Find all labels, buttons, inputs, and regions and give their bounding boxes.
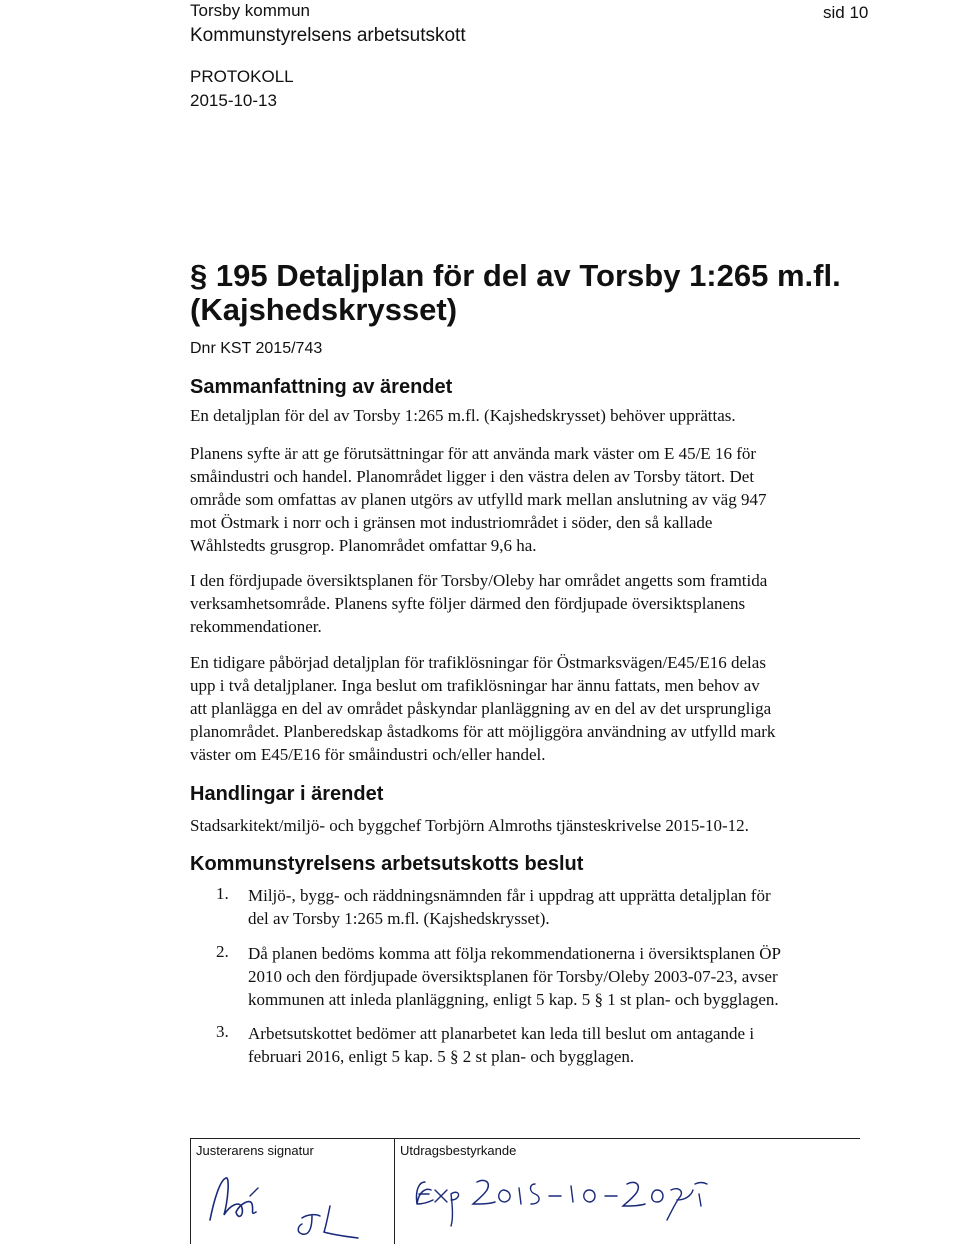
paragraph-line: I den fördjupade översiktsplanen för Torsby/Oleby har området angetts som framtida: [190, 571, 768, 590]
extract-certification-label: Utdragsbestyrkande: [400, 1143, 517, 1158]
adjuster-signature-label: Justerarens signatur: [196, 1143, 314, 1158]
decision-line: Då planen bedöms komma att följa rekommendationerna i översiktsplanen ÖP: [248, 944, 782, 963]
footer-top-rule: [190, 1138, 860, 1139]
decision-item: [248, 1022, 754, 1068]
decision-number: 1.: [216, 884, 229, 903]
decision-item: [248, 942, 781, 1011]
document-type: PROTOKOLL: [190, 67, 294, 86]
summary-heading: Sammanfattning av ärendet: [190, 376, 453, 398]
decision-line: del av Torsby 1:265 m.fl. (Kajshedskrysset).: [248, 909, 550, 928]
committee-name: Kommunstyrelsens arbetsutskott: [190, 25, 466, 46]
paragraph-line: Wåhlstedts grusgrop. Planområdet omfattar 9,6 ha.: [190, 536, 537, 555]
summary-paragraph-2: [190, 442, 850, 557]
section-title-line1: 195 Detaljplan för del av Torsby 1:265 m.fl.: [215, 258, 841, 293]
paragraph-line: rekommendationer.: [190, 617, 322, 636]
decision-number: 2.: [216, 942, 229, 961]
document-date: 2015-10-13: [190, 91, 277, 110]
adjuster-signatures-drawing: [190, 1160, 394, 1250]
summary-paragraph-4: [190, 651, 850, 766]
decision-line: 2010 och den fördjupade översiktsplanen för Torsby/Oleby 2003-07-23, avser: [248, 967, 778, 986]
paragraph-line: område som omfattas av planen utgörs av utfylld mark mellan anslutning av väg 947: [190, 490, 767, 509]
decision-line: februari 2016, enligt 5 kap. 5 § 2 st plan- och bygglagen.: [248, 1047, 635, 1066]
paragraph-line: småindustri och handel. Planområdet ligger i den västra delen av Torsby tätort. Det: [190, 467, 755, 486]
paragraph-line: planområdet. Planberedskap åstadkoms för att möjliggöra användning av utfylld mark: [190, 722, 776, 741]
paragraph-line: En tidigare påbörjad detaljplan för trafiklösningar för Östmarksvägen/E45/E16 delas: [190, 653, 766, 672]
decision-heading: Kommunstyrelsens arbetsutskotts beslut: [190, 853, 584, 875]
decision-item: [248, 884, 771, 930]
case-number: Dnr KST 2015/743: [190, 340, 323, 357]
summary-paragraph-3: [190, 569, 850, 638]
paragraph-line: att planlägga en del av området påskyndar planläggning av en del av det ursprungliga: [190, 699, 772, 718]
documents-text: Stadsarkitekt/miljö- och byggchef Torbjörn Almroths tjänsteskrivelse 2015-10-12.: [190, 816, 749, 835]
section-symbol: §: [190, 258, 208, 293]
decision-line: Miljö-, bygg- och räddningsnämnden får i uppdrag att upprätta detaljplan för: [248, 886, 771, 905]
paragraph-line: väster om E45/E16 för småindustri och/eller handel.: [190, 745, 546, 764]
paragraph-line: verksamhetsområde. Planens syfte följer därmed den fördjupade översiktsplanens: [190, 594, 746, 613]
decision-line: Arbetsutskottet bedömer att planarbetet kan leda till beslut om antagande i: [248, 1024, 755, 1043]
paragraph-line: mot Östmark i norr och i gränsen mot industriområdet i söder, den så kallade: [190, 513, 713, 532]
extract-handwritten-note: [395, 1160, 860, 1250]
decision-line: kommunen att inleda planläggning, enligt 5 kap. 5 § 1 st plan- och bygglagen.: [248, 990, 779, 1009]
documents-heading: Handlingar i ärendet: [190, 783, 384, 805]
page-number: sid 10: [823, 3, 869, 22]
paragraph-line: upp i två detaljplaner. Inga beslut om trafiklösningar har ännu fattats, men behov av: [190, 676, 760, 695]
section-title-line2: (Kajshedskrysset): [190, 292, 458, 327]
summary-paragraph-1: En detaljplan för del av Torsby 1:265 m.fl. (Kajshedskrysset) behöver upprättas.: [190, 406, 736, 425]
paragraph-line: Planens syfte är att ge förutsättningar för att använda mark väster om E 45/E 16 för: [190, 444, 757, 463]
municipality-name: Torsby kommun: [190, 1, 310, 20]
decision-number: 3.: [216, 1022, 229, 1041]
